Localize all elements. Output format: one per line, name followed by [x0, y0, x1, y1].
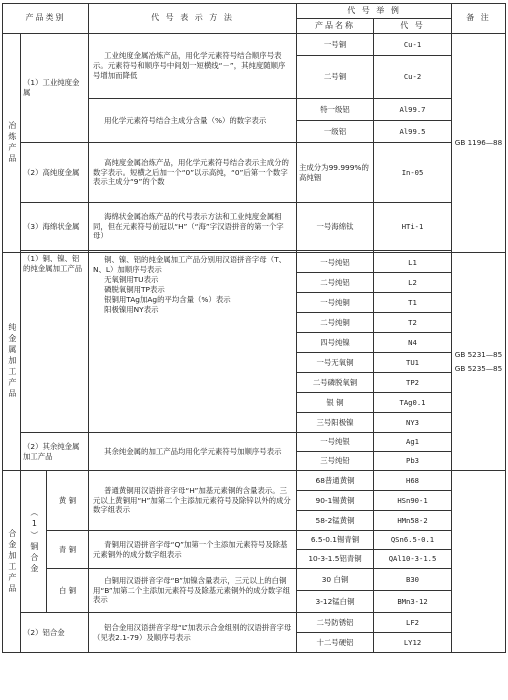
example-code: HMn58-2 — [374, 511, 452, 531]
alloy-bronze-desc: 青铜用汉语拼音字母“Q”加第一个主添加元素符号及除基元素铜外的成分数字组表示 — [89, 531, 297, 569]
example-name: 一级铝 — [297, 121, 374, 143]
alloy-copper-label: （1）铜合金 — [21, 471, 47, 613]
example-code: Cu-1 — [374, 34, 452, 56]
remark-gb5235: GB 5235—85 — [454, 363, 503, 373]
alloy-aluminum-label: （2）铝合金 — [21, 613, 89, 653]
pure-other-desc: 其余纯金属的加工产品均用化学元素符号加顺序号表示 — [89, 433, 297, 471]
example-code: TP2 — [374, 373, 452, 393]
example-code: Al99.7 — [374, 99, 452, 121]
example-code: LY12 — [374, 633, 452, 653]
pure-first-desc-line: 银铜用TAg加Ag的平均含量（%）表示 — [104, 294, 231, 304]
example-name: 特一级铝 — [297, 99, 374, 121]
alloy-brass-label: 黄 铜 — [47, 471, 89, 531]
example-name: 一号无氧铜 — [297, 353, 374, 373]
group-smelting-label: 冶炼产品 — [3, 34, 21, 253]
example-name: 30 白铜 — [297, 569, 374, 591]
remark-pure — [452, 253, 506, 471]
smelting-industrial-label: （1）工业纯度金属 — [21, 34, 89, 143]
pure-first-desc-line: 磷脱氧铜用TP表示 — [104, 284, 165, 294]
example-name: 58-2锰黄铜 — [297, 511, 374, 531]
metal-code-table — [2, 3, 506, 653]
header-category: 产品类别 — [3, 4, 89, 34]
remark-alloy-empty — [452, 471, 506, 653]
example-name: 一号纯银 — [297, 433, 374, 452]
example-code: HSn90-1 — [374, 491, 452, 511]
example-name: 银 铜 — [297, 393, 374, 413]
example-code: NY3 — [374, 413, 452, 433]
pure-first-desc-line: 阳极镍用NY表示 — [104, 304, 159, 314]
alloy-cupronickel-label: 白 铜 — [47, 569, 89, 613]
example-name: 二号纯铝 — [297, 273, 374, 293]
example-name: 10-3-1.5铝青铜 — [297, 550, 374, 569]
example-code: T2 — [374, 313, 452, 333]
example-code: BMn3-12 — [374, 591, 452, 613]
example-name: 一号铜 — [297, 34, 374, 56]
example-code: LF2 — [374, 613, 452, 633]
example-code: QAl10-3-1.5 — [374, 550, 452, 569]
example-code: Pb3 — [374, 452, 452, 471]
example-code: Al99.5 — [374, 121, 452, 143]
example-name: 二号铜 — [297, 56, 374, 99]
example-name: 一号纯铜 — [297, 293, 374, 313]
alloy-aluminum-desc: 铝合金用汉语拼音字母“L”加表示合金组别的汉语拼音字母（见表2.1-79）及顺序号表示 — [89, 613, 297, 653]
example-code: TU1 — [374, 353, 452, 373]
example-name: 一号海绵钛 — [297, 203, 374, 251]
header-method: 代 号 表 示 方 法 — [89, 4, 297, 34]
alloy-brass-desc: 普通黄铜用汉语拼音字母“H”加基元素铜的含量表示。三元以上黄铜用“H”加第二个主添加元素符号及除锌以外的成分数字组表示 — [89, 471, 297, 531]
example-name: 四号纯镍 — [297, 333, 374, 353]
example-code: Cu-2 — [374, 56, 452, 99]
remark-gb1196: GB 1196—88 — [452, 34, 506, 253]
alloy-cupronickel-desc: 白铜用汉语拼音字母“B”加镍含量表示，三元以上的白铜用“B”加第二个主添加元素符号及除基元素铜外的成分数字组表示 — [89, 569, 297, 613]
example-name: 一号纯铝 — [297, 253, 374, 273]
smelting-industrial-desc2: 用化学元素符号结合主成分含量（%）的数字表示 — [89, 99, 297, 143]
example-name: 十二号硬铝 — [297, 633, 374, 653]
example-name: 3-12锰白铜 — [297, 591, 374, 613]
example-name: 三号纯铅 — [297, 452, 374, 471]
pure-first-desc-line: 无氧铜用TU表示 — [104, 274, 159, 284]
smelting-sponge-label: （3）海绵状金属 — [21, 203, 89, 251]
example-code: HTi-1 — [374, 203, 452, 251]
example-code: L2 — [374, 273, 452, 293]
smelting-sponge-desc: 海绵状金属冶炼产品的代号表示方法和工业纯度金属相同，但在元素符号前冠以“H”（“海”字汉语拼音的第一个字母） — [89, 203, 297, 251]
header-remarks: 备 注 — [452, 4, 506, 34]
pure-other-label: （2）其余纯金属加工产品 — [21, 433, 89, 471]
header-product-name: 产品名称 — [297, 19, 374, 34]
example-code: Ag1 — [374, 433, 452, 452]
example-code: H68 — [374, 471, 452, 491]
example-code: TAg0.1 — [374, 393, 452, 413]
alloy-bronze-label: 青 铜 — [47, 531, 89, 569]
example-name: 6.5-0.1锡青铜 — [297, 531, 374, 550]
pure-first-label: （1）铜、镍、铝的纯金属加工产品 — [21, 253, 89, 433]
example-code: N4 — [374, 333, 452, 353]
remark-gb5231: GB 5231—85 — [454, 350, 503, 360]
header-code: 代 号 — [374, 19, 452, 34]
example-code: T1 — [374, 293, 452, 313]
example-name: 三号阳极镍 — [297, 413, 374, 433]
example-name: 二号磷脱氧铜 — [297, 373, 374, 393]
example-code: B30 — [374, 569, 452, 591]
example-name: 二号纯铜 — [297, 313, 374, 333]
smelting-high-desc: 高纯度金属冶炼产品，用化学元素符号结合表示主成分的数字表示。短横之后加一个“0”以示高纯，“0”后第一个数字表示主成分“9”的个数 — [89, 143, 297, 203]
group-pure-label: 纯金属加工产品 — [3, 253, 21, 471]
pure-first-desc — [89, 253, 297, 433]
example-code: L1 — [374, 253, 452, 273]
example-name: 二号防锈铝 — [297, 613, 374, 633]
smelting-industrial-desc1: 工业纯度金属冶炼产品，用化学元素符号结合顺序号表示。元素符号和顺序号中间划一短横线“－”，其纯度随顺序号增加而降低 — [89, 34, 297, 99]
header-examples: 代 号 举 例 — [297, 4, 452, 19]
example-name: 主成分为99.999%的高纯铟 — [297, 143, 374, 203]
example-name: 90-1锡黄铜 — [297, 491, 374, 511]
example-code: QSn6.5-0.1 — [374, 531, 452, 550]
pure-first-desc-main: 铜、镍、铝的纯金属加工产品分别用汉语拼音字母（T、N、L）加顺序号表示 — [93, 255, 286, 274]
smelting-high-label: （2）高纯度金属 — [21, 143, 89, 203]
example-name: 68普通黄铜 — [297, 471, 374, 491]
group-alloy-label: 合金加工产品 — [3, 471, 21, 653]
example-code: In-05 — [374, 143, 452, 203]
